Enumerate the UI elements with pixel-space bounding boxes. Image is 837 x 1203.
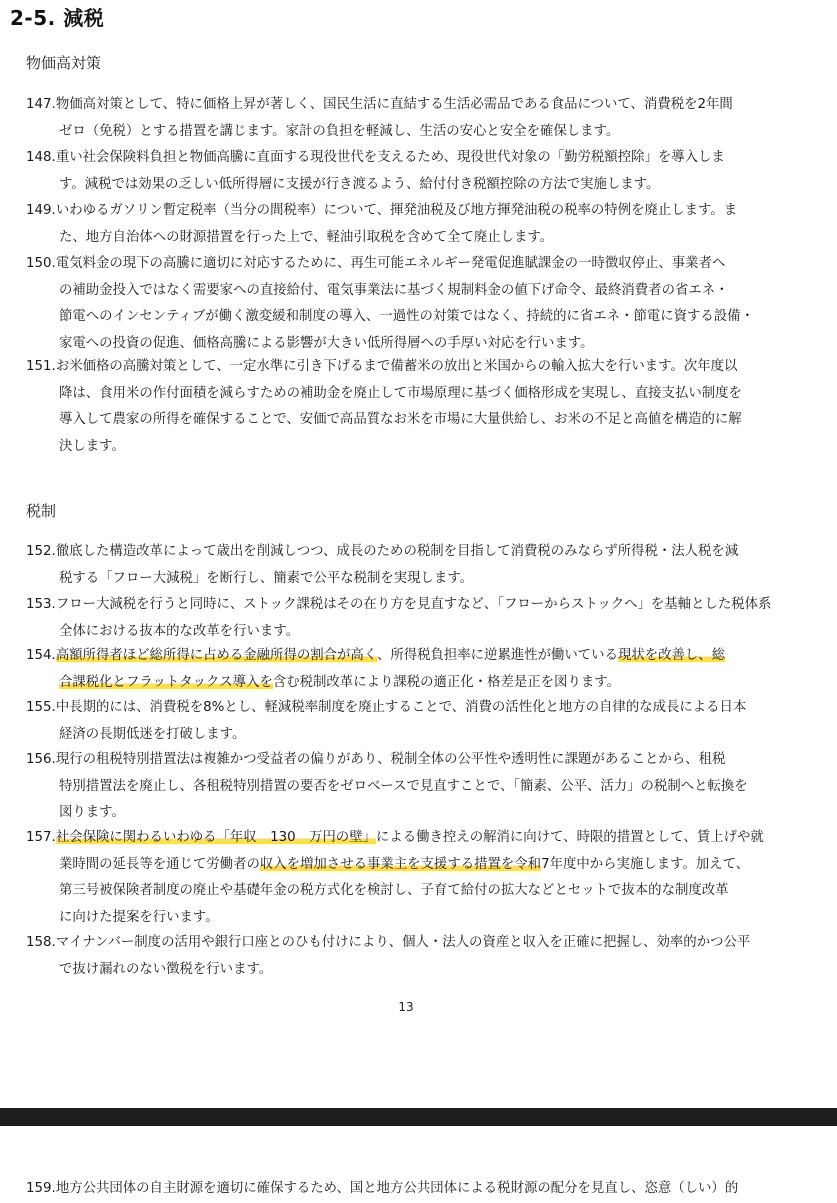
item-number: 147. (26, 97, 56, 112)
item-text: 家電への投資の促進、価格高騰による影響が大きい低所得層への手厚い対応を行います。 (59, 335, 594, 351)
item-line (26, 774, 806, 801)
list-item (26, 145, 806, 198)
item-line (26, 198, 806, 225)
item-line (26, 354, 806, 381)
item-text: 税する「フロー大減税」を断行し、簡素で公平な税制を実現します。 (59, 570, 474, 586)
item-line (26, 407, 806, 434)
list-item (26, 592, 806, 645)
highlighted-text: 合課税化とフラットタックス導入を (59, 674, 273, 690)
item-text: 節電へのインセンティブが働く激変緩和制度の導入、一過性の対策ではなく、持続的に省エネ・節電に資する設備・ (59, 309, 754, 324)
highlighted-text: 社会保険に関わるいわゆる「年収 130 万円の壁」 (55, 830, 376, 845)
item-text: 重い社会保険料負担と物価高騰に直面する現役世代を支えるため、現役世代対象の「勤労税額控除」を導入しま (55, 150, 725, 165)
item-number: 153. (26, 597, 56, 612)
item-text: 含む税制改革により課税の適正化・格差是正を図ります。 (272, 674, 620, 690)
item-text: 経済の長期低迷を打破します。 (59, 726, 246, 742)
item-number: 150. (26, 256, 56, 271)
item-number: 156. (26, 752, 56, 767)
item-number: 148. (26, 150, 56, 165)
highlighted-text: 収入を増加させる事業主を支援する措置を令和 (259, 856, 542, 872)
list-item (26, 92, 806, 145)
item-line (26, 695, 806, 722)
item-text: 導入して農家の所得を確保することで、安価で高品質なお米を市場に大量供給し、お米の不足と高値を構造的に解 (59, 412, 742, 427)
item-text: お米価格の高騰対策として、一定水準に引き下げるまで備蓄米の放出と米国からの輸入拡大を行います。次年度以 (55, 359, 738, 374)
list-item (26, 251, 806, 357)
list-item (26, 643, 806, 696)
item-text: マイナンバー制度の活用や銀行口座とのひも付けにより、個人・法人の資産と収入を正確に把握し、効率的かつ公平 (55, 935, 751, 950)
list-item (26, 1176, 806, 1203)
item-line (26, 304, 806, 331)
item-text: の補助金投入ではなく需要家への直接給付、電気事業法に基づく規制料金の値下げ命令、最終消費者の省エネ・ (59, 282, 729, 298)
item-line (26, 905, 806, 932)
page-separator (0, 1108, 837, 1126)
item-text: 物価高対策として、特に価格上昇が著しく、国民生活に直結する生活必需品である食品について、消費税を2年間 (55, 97, 733, 112)
subsection-heading-tax: 税制 (26, 502, 57, 520)
item-line (26, 92, 806, 119)
item-number: 151. (26, 359, 56, 374)
item-text: 第三号被保険者制度の廃止や基礎年金の税方式化を検討し、子育て給付の拡大などとセットで抜本的な制度改革 (59, 883, 729, 898)
item-number: 154. (26, 648, 56, 663)
item-number: 158. (26, 935, 56, 950)
subsection-heading-price: 物価高対策 (26, 54, 102, 72)
item-line (26, 172, 806, 199)
list-item (26, 354, 806, 460)
item-line (26, 800, 806, 827)
item-number: 157. (26, 830, 56, 845)
item-text: 中長期的には、消費税を8%とし、軽減税率制度を廃止することで、消費の活性化と地方の自律的な成長による日本 (55, 700, 747, 715)
item-line (26, 145, 806, 172)
item-text: 7年度中から実施します。加えて、 (541, 856, 750, 872)
item-line (26, 722, 806, 749)
item-line (26, 878, 806, 905)
item-line (26, 619, 806, 646)
item-text: 降は、食用米の作付面積を減らすための補助金を廃止して市場原理に基づく価格形成を実現し、直接支払い制度を (59, 385, 742, 401)
item-text: 現行の租税特別措置法は複雑かつ受益者の偏りがあり、税制全体の公平性や透明性に課題があることから、租税 (55, 752, 726, 767)
item-line (26, 1176, 806, 1203)
item-number: 159. (26, 1181, 56, 1196)
item-text: 、所得税負担率に逆累進性が働いている (376, 648, 618, 663)
item-line (26, 566, 806, 593)
page-number: 13 (398, 1000, 414, 1014)
item-line (26, 825, 806, 852)
item-line (26, 592, 806, 619)
item-line (26, 930, 806, 957)
item-line (26, 434, 806, 461)
item-text: いわゆるガソリン暫定税率（当分の間税率）について、揮発油税及び地方揮発油税の税率の特例を廃止します。ま (55, 203, 738, 218)
list-item (26, 825, 806, 931)
item-line (26, 670, 806, 697)
item-line (26, 119, 806, 146)
item-line (26, 225, 806, 252)
item-line (26, 381, 806, 408)
item-text: フロー大減税を行うと同時に、ストック課税はその在り方を見直すなど、「フローからストックへ」を基軸とした税体系 (55, 597, 772, 612)
item-text: による働き控えの解消に向けて、時限的措置として、賃上げや就 (375, 830, 764, 845)
item-line (26, 251, 806, 278)
item-number: 152. (26, 544, 56, 559)
item-line (26, 643, 806, 670)
item-text: 電気料金の現下の高騰に適切に対応するために、再生可能エネルギー発電促進賦課金の一時徴収停止、事業者へ (55, 256, 726, 271)
item-line (26, 278, 806, 305)
item-text: 決します。 (59, 438, 125, 454)
item-text: 徹底した構造改革によって歳出を削減しつつ、成長のための税制を目指して消費税のみならず所得税・法人税を減 (55, 544, 739, 559)
item-text: で抜け漏れのない徴税を行います。 (59, 961, 273, 977)
item-line (26, 957, 806, 984)
list-item (26, 930, 806, 983)
item-number: 149. (26, 203, 56, 218)
item-text: に向けた提案を行います。 (59, 909, 219, 925)
highlighted-text: 現状を改善し、総 (617, 648, 726, 663)
list-item (26, 539, 806, 592)
item-text: 全体における抜本的な改革を行います。 (59, 623, 299, 639)
item-line (26, 747, 806, 774)
next-page (0, 1126, 837, 1200)
item-text: 図ります。 (59, 805, 125, 820)
list-item (26, 747, 806, 827)
list-item (26, 695, 806, 748)
item-line (26, 852, 806, 879)
item-text: 地方公共団体の自主財源を適切に確保するため、国と地方公共団体による税財源の配分を見直し、恣意（しい）的 (55, 1181, 739, 1196)
item-text: す。減税では効果の乏しい低所得層に支援が行き渡るよう、給付付き税額控除の方法で実施します。 (59, 176, 660, 192)
highlighted-text: 高額所得者ほど総所得に占める金融所得の割合が高く (55, 648, 377, 663)
item-line (26, 539, 806, 566)
item-text: 業時間の延長等を通じて労働者の (59, 856, 260, 872)
item-text: た、地方自治体への財源措置を行った上で、軽油引取税を含めて全て廃止します。 (59, 229, 554, 245)
item-text: 特別措置法を廃止し、各租税特別措置の要否をゼロベースで見直すことで、「簡素、公平、活力」の税制へと転換を (59, 778, 748, 794)
section-title: 2-5. 減税 (10, 6, 105, 30)
item-text: ゼロ（免税）とする措置を講じます。家計の負担を軽減し、生活の安心と安全を確保します。 (59, 123, 620, 139)
list-item (26, 198, 806, 251)
item-number: 155. (26, 700, 56, 715)
